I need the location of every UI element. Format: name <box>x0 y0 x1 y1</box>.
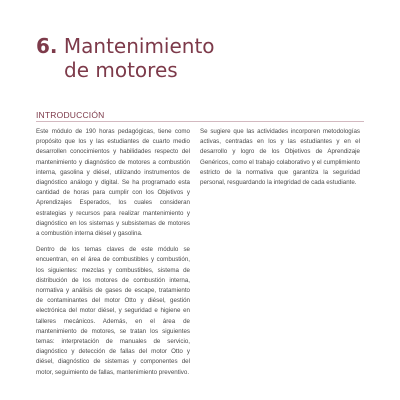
body-paragraph: Este módulo de 190 horas pedagógicas, tiene como propósito que los y las estudiantes de cuarto medio desarrollen conocimientos y habilidades respecto del mantenimiento y diagnóstico de motores a combustión interna, gasolina y diésel, utilizando instrumentos de diagnóstico análogo y digital. Se ha programado esta cantidad de horas para cumplir con los Objetivos y Aprendizajes Esperados, los cuales consideran estrategias y recursos para realizar mantenimiento y diagnóstico en los sistemas y subsistemas de motores a combustión interna diésel y gasolina. <box>36 128 190 238</box>
section-divider <box>36 121 364 122</box>
chapter-title <box>36 34 215 82</box>
body-column-left <box>36 127 190 384</box>
section-heading: INTRODUCCIÓN <box>36 110 105 120</box>
chapter-number: 6. <box>36 34 58 58</box>
chapter-title-line-2: de motores <box>64 58 178 82</box>
body-paragraph: Dentro de los temas claves de este módulo se encuentran, en el área de combustibles y combustión, los siguientes: mezclas y combustibles, sistema de distribución de los motores de combustión interna, normativa y análisis de gases de escape, tratamiento de contaminantes del motor Otto y diésel, gestión electrónica del motor diésel, y seguridad e higiene en talleres mecánicos. Además, en el área de mantenimiento de motores, se tratan los siguientes temas: interpretación de manuales de servicio, diagnóstico y detección de fallas del motor Otto y diésel, diagnóstico de sistemas y componentes del motor, seguimiento de fallas, mantenimiento preventivo. <box>36 246 190 376</box>
body-paragraph: Se sugiere que las actividades incorporen metodologías activas, centradas en los y las estudiantes y en el desarrollo y logro de los Objetivos de Aprendizaje Genéricos, como el trabajo colaborativo y el cumplimiento estricto de la normativa que garantiza la seguridad personal, resguardando la integridad de cada estudiante. <box>200 128 360 187</box>
chapter-title-line-1: Mantenimiento <box>63 34 215 58</box>
body-column-right <box>200 127 360 194</box>
